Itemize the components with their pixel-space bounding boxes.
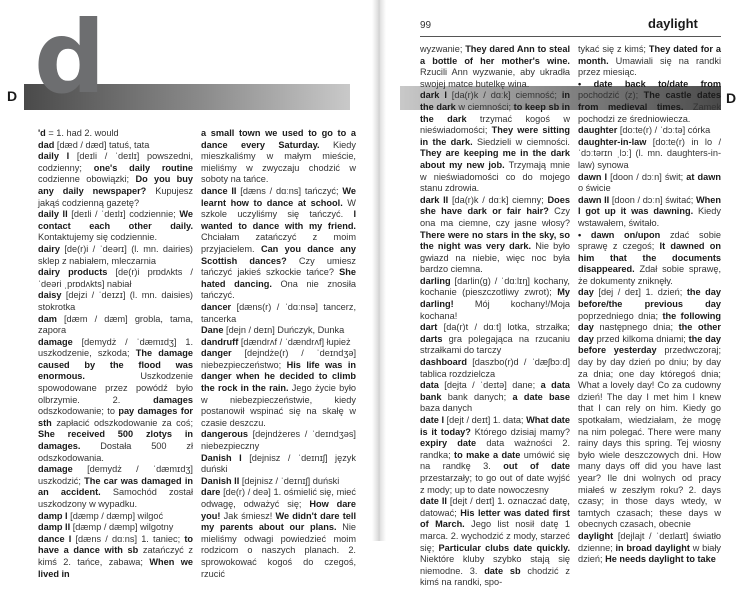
entry-headword: dandruff: [201, 336, 239, 347]
dictionary-entry: [38, 209, 193, 244]
entry-definition: [da(r)k / dɑːk] ciemność;: [446, 90, 562, 101]
entry-example: They dared Ann to steal a bottle of her mother's wine.: [420, 44, 570, 66]
entry-headword: daisy: [38, 290, 62, 301]
entry-translation: Dostała 500 zł odszkodowania.: [38, 441, 193, 463]
entry-headword: dairy products: [38, 267, 108, 278]
entry-headword: dance I: [38, 533, 72, 544]
entry-headword: danger: [201, 348, 232, 359]
entry-example: expiry date: [420, 438, 477, 449]
entry-translation: Zamek pochodzi ze średniowiecza.: [578, 101, 721, 124]
entry-translation: w ciemności;: [455, 101, 514, 112]
entry-example: darts: [420, 333, 443, 344]
entry-headword: damp I: [38, 510, 68, 521]
entry-definition: [dæns / dɑːns] tańczyć;: [236, 185, 343, 196]
entry-example: a small town we used to go to a dance every Saturday.: [201, 128, 356, 150]
entry-example: Can you dance any Scottish dances?: [201, 243, 356, 266]
entry-translation: odszkodowanie; to: [38, 406, 119, 417]
dictionary-entry: [578, 44, 721, 79]
entry-example: The damage caused by the flood was enormous.: [38, 348, 193, 382]
entry-definition: [de(r)i / ˈdeərɪ] (l. mn. dairies) sklep z nabiałem, mleczarnia: [38, 243, 193, 266]
entry-headword: daughter-in-law: [578, 136, 647, 147]
entry-translation: Uszkodzenie spowodowane przez powódź było olbrzymie. 2.: [38, 371, 193, 405]
entry-headword: damp II: [38, 522, 71, 533]
entry-definition: [dej / deɪ] 1. dzień;: [593, 287, 687, 298]
entry-definition: [demydż / ˈdæmɪdʒ] 1. uszkodzenie, szkoda;: [38, 336, 193, 359]
entry-definition: [581, 230, 591, 240]
entry-headword: Danish I: [201, 452, 242, 463]
entry-example: When I got up it was dawning.: [578, 194, 721, 217]
dictionary-entry: [578, 125, 721, 137]
dictionary-entry: [201, 429, 356, 452]
entry-headword: damage: [38, 464, 73, 475]
entry-definition: [dejta / ˈdeɪtə] dane;: [438, 380, 541, 391]
entry-translation: Rzucili Ann wyzwanie, aby ukradła swojej matce butelkę wina.: [420, 67, 570, 89]
entry-headword: date I: [420, 415, 445, 425]
dictionary-entry: [201, 476, 356, 488]
entry-example: My darling!: [420, 287, 570, 310]
entry-translation: Umawiali się na randki przez miesiąc.: [578, 55, 721, 78]
dictionary-entry: [201, 302, 356, 325]
entry-headword: dawn II: [578, 194, 610, 205]
entry-headword: day: [578, 287, 594, 298]
column-2: [201, 128, 357, 579]
dictionary-entry: [38, 267, 193, 290]
entry-translation: zdać sobie sprawę z czegoś;: [578, 229, 721, 252]
entry-headword: dairy: [38, 243, 60, 254]
entry-example: in the dark: [420, 90, 570, 112]
entry-translation: Jego list nosił datę 1 marca. 2. wychodzić z mody, starzeć się;: [420, 519, 570, 553]
book-gutter: [372, 0, 386, 541]
entry-translation: Trzymają mnie w nieświadomości co do mojego stanu zdrowia.: [420, 159, 570, 194]
entry-example: What date is it today?: [420, 415, 570, 437]
entry-definition: [demydż / ˈdæmɪdʒ] uszkodzić;: [38, 464, 193, 486]
entry-headword: dart: [420, 322, 438, 333]
dictionary-entry: [420, 276, 570, 322]
entry-headword: darling: [420, 275, 451, 286]
entry-example: How dare you!: [201, 499, 356, 521]
entry-example: to have a dance with sb: [38, 533, 193, 556]
dictionary-entry: [420, 195, 570, 276]
entry-translation: zatańczyć z kimś 2. tańce, zabawa;: [38, 545, 193, 567]
entry-definition: [dæns(r) / ˈdɑːnsə] tancerz, tancerka: [201, 301, 356, 324]
entry-definition: = 1. had 2. would: [45, 128, 119, 138]
entry-example: a date base: [512, 391, 570, 402]
entry-definition: wyzwanie;: [420, 44, 466, 54]
entry-headword: damage: [38, 336, 73, 347]
entry-headword: •: [578, 78, 582, 89]
entry-translation: Kontaktujemy się codziennie.: [38, 232, 157, 243]
entry-translation: bank danych;: [441, 391, 513, 402]
entry-translation: Kiedy mieszkaliśmy w małym mieście, mieliśmy w zwyczaju chodzić w soboty na tańce.: [201, 139, 356, 185]
entry-definition: [dæmp / dæmp] wilgoć: [67, 510, 164, 521]
entry-translation: przed kilkoma dniami;: [593, 333, 689, 344]
dictionary-entry: [38, 464, 193, 510]
entry-example: The castle dates from medieval times.: [578, 90, 721, 112]
dictionary-entry: [38, 337, 193, 465]
entry-translation: następnego dnia;: [593, 322, 679, 333]
entry-headword: data: [420, 380, 439, 391]
entry-translation: chodzić z kimś na randki, spo-: [420, 565, 570, 588]
dictionary-entry: [38, 511, 193, 523]
entry-translation: przestarzały; to go out of date wyjść z mody; up to date nowoczesny: [420, 472, 570, 495]
entry-headword: dare: [201, 487, 221, 498]
entry-headword: Danish II: [201, 475, 240, 486]
entry-example: We learnt how to dance at school.: [201, 185, 357, 208]
entry-example: They dated for a month.: [578, 44, 721, 66]
entry-definition: [581, 79, 593, 89]
entry-example: When we lived in: [38, 556, 193, 579]
entry-example: His letter was dated first of March.: [420, 507, 570, 530]
dictionary-entry: [38, 534, 193, 580]
dictionary-entry: [420, 496, 570, 589]
entry-definition: [dæd / dæd] tatuś, tata: [54, 139, 150, 150]
entry-example: It dawned on him that the documents disappeared.: [578, 241, 721, 275]
entry-headword: dangerous: [201, 429, 248, 440]
entry-translation: data ważności 2. randka;: [420, 438, 570, 460]
entry-example: I wanted to dance with my friend.: [201, 209, 356, 231]
dictionary-entry: [38, 140, 193, 152]
entry-example: to keep sb in the dark: [420, 101, 570, 124]
entry-definition: [do:te(r) / ˈdɔːtə] córka: [617, 125, 711, 136]
entry-example: the following day: [578, 310, 721, 333]
dictionary-entry: [578, 172, 721, 195]
entry-example: a data bank: [420, 380, 570, 402]
dictionary-entry: [201, 487, 356, 580]
entry-headword: daylight: [578, 530, 614, 541]
dictionary-entry: [38, 151, 193, 209]
dictionary-entry: [420, 415, 570, 496]
entry-translation: gra polegająca na rzucaniu strzałkami do tarczy: [420, 333, 570, 356]
entry-translation: Chciałam zatańczyć z moim przyjacielem.: [201, 232, 356, 254]
entry-definition: [dejzi / ˈdeɪzɪ] (l. mn. daisies) stokrotka: [38, 290, 193, 312]
entry-example: date back to/date from: [593, 78, 721, 89]
dictionary-entry: [38, 314, 193, 337]
dictionary-entry: [578, 287, 721, 530]
entry-headword: dawn I: [578, 171, 608, 182]
entry-definition: [dejt / deɪt] 1. data;: [444, 415, 527, 425]
entry-headword: daughter: [578, 125, 618, 136]
entry-definition: [dæmp / dæmp] wilgotny: [70, 522, 174, 533]
entry-headword: dam: [38, 313, 57, 324]
entry-definition: [dæns / dɑːns] 1. taniec;: [71, 533, 185, 544]
entry-translation: Jego życie było w niebezpieczeństwie, kiedy postanowił wspinać się na skałę w czasie deszczu.: [201, 383, 357, 428]
entry-definition: [dejnisz / ˈdeɪnɪʃ] język duński: [201, 452, 356, 475]
entry-definition: [doon / dɔːn] świt;: [607, 171, 687, 182]
entry-headword: dark I: [420, 90, 447, 101]
dictionary-entry: [201, 128, 356, 186]
thumb-index-letter-right: D: [726, 90, 737, 106]
entry-example: Particular clubs date quickly.: [438, 542, 570, 553]
entry-example: the day before/the previous day: [578, 287, 722, 310]
thumb-index-letter-left: D: [7, 88, 18, 104]
entry-example: The car was damaged in an accident.: [38, 475, 193, 498]
entry-definition: [dejn / deɪn] Duńczyk, Dunka: [223, 325, 345, 336]
entry-definition: [de(r)i prɒdʌkts / ˈdeəri ˌprɒdʌkts] nabiał: [38, 267, 193, 289]
entry-definition: [dæm / dæm] grobla, tama, zapora: [38, 313, 193, 336]
entry-translation: Nie było gwiazd na niebie, więc noc była bardzo ciemna.: [420, 241, 571, 275]
entry-example: She hated dancing.: [201, 267, 356, 289]
entry-headword: dad: [38, 139, 55, 150]
entry-definition: [dejndże(r) / ˈdeɪndʒə] niebezpieczeństwo;: [201, 348, 356, 370]
entry-example: He needs daylight to take: [605, 554, 716, 565]
dictionary-entry: [201, 186, 356, 302]
entry-definition: [daszbo(r)d / ˈdæʃbɔːd] tablica rozdzielcza: [420, 357, 570, 379]
dictionary-entry: [201, 337, 356, 349]
entry-example: the day before yesterday: [578, 333, 721, 356]
entry-translation: Zdał sobie sprawę, że dokumenty zniknęły.: [578, 264, 721, 286]
dictionary-entry: [201, 348, 356, 429]
entry-definition: [da(r)k / dɑːk] ciemny;: [448, 194, 548, 205]
entry-definition: [dejt / deɪt] 1. oznaczać datę, datować;: [420, 496, 570, 518]
entry-example: at dawn: [686, 171, 721, 182]
entry-headword: date II: [420, 496, 447, 507]
entry-headword: 'd: [38, 128, 46, 138]
dictionary-entry: [38, 128, 193, 140]
section-letter: d: [34, 0, 103, 116]
header-rule: [420, 36, 721, 37]
entry-translation: Nie mieliśmy odwagi powiedzieć moim rodzicom o naszych planach. 2. sprowokować kogoś do czegoś, rzucić: [201, 522, 356, 579]
entry-translation: Kiedy wstawałem, świtało.: [578, 206, 721, 228]
entry-translation: Kupujesz jakąś codzienną gazetę?: [38, 185, 193, 208]
dictionary-entry: [38, 244, 193, 267]
dictionary-entry: [420, 380, 570, 415]
entry-example: She received 500 zlotys in damages.: [38, 429, 193, 452]
entry-translation: Czy ona ma ciemne, czy jasne włosy?: [420, 206, 571, 228]
entry-translation: pochodzić (z);: [578, 90, 644, 101]
dictionary-entry: [578, 230, 721, 288]
section-letter-box: [30, 0, 110, 124]
entry-translation: Siedzieli w ciemności.: [472, 136, 570, 147]
entry-example: Do you buy any daily newspaper?: [38, 174, 193, 196]
entry-example: They were sitting in the dark.: [420, 125, 570, 147]
dictionary-entry: [420, 357, 570, 380]
column-4: [578, 44, 722, 565]
dictionary-entry: [578, 137, 721, 172]
entry-example: in broad daylight: [615, 542, 690, 553]
entry-definition: [doon / dɔːn] świtać;: [609, 194, 696, 205]
entry-headword: •: [578, 229, 582, 240]
dictionary-entry: [578, 79, 721, 125]
entry-definition: tykać się z kimś;: [578, 44, 649, 54]
entry-example: We contact each other daily.: [38, 209, 193, 231]
entry-example: They are keeping me in the dark about my new job.: [420, 148, 570, 170]
entry-definition: [da(r)t / dɑːt] lotka, strzałka;: [437, 322, 570, 333]
dictionary-entry: [578, 195, 721, 230]
entry-translation: Niektóre kluby szybko stają się niemodne. 3.: [420, 554, 570, 576]
page-number: 99: [420, 20, 432, 31]
column-1: [38, 128, 194, 579]
entry-translation: codzienne obowiązki;: [38, 174, 136, 185]
entry-translation: o świcie: [578, 183, 611, 194]
entry-translation: Czy umiesz tańczyć jakieś szkockie tańce?: [201, 255, 356, 278]
entry-headword: dance II: [201, 185, 237, 196]
entry-definition: [do:te(r) in lo / ˈdɔːtərɪn ˌlɔː] (l. mn. daughters-in-law) synowa: [578, 136, 721, 170]
entry-translation: W szkole uczyliśmy się tańczyć.: [201, 197, 356, 220]
entry-definition: [dejnisz / ˈdeɪnɪʃ] duński: [239, 475, 340, 486]
entry-example: to make a date: [454, 449, 521, 460]
entry-translation: Którego dzisiaj mamy?: [470, 426, 570, 437]
entry-translation: trzymać kogoś w nieświadomości;: [420, 113, 570, 136]
entry-headword: dashboard: [420, 357, 467, 368]
entry-translation: Mój kochany!/Moja kochana!: [420, 299, 570, 321]
dictionary-entry: [578, 531, 721, 566]
entry-headword: dancer: [201, 301, 232, 312]
entry-definition: [deɪli / ˈdeɪlɪ] codziennie;: [67, 209, 180, 220]
entry-example: date sb: [484, 565, 521, 576]
entry-definition: [darlin(g) / ˈdɑːlɪŋ] kochany, kochanie (pieszczotliwy zwrot);: [420, 275, 570, 298]
entry-example: His life was in danger when he decided to climb the rock in the rain.: [201, 359, 356, 394]
running-head: daylight: [648, 16, 698, 31]
entry-example: pay damages for sth: [38, 406, 194, 428]
entry-definition: [de(r) / deə] 1. ośmielić się, mieć odwagę, odważyć się;: [201, 487, 356, 509]
entry-headword: daily II: [38, 209, 68, 220]
dictionary-entry: [420, 322, 570, 357]
entry-translation: Ona nie znosiła tańczyć.: [201, 278, 356, 301]
entry-translation: Jak śmiesz!: [220, 510, 276, 521]
entry-example: the other day: [578, 322, 721, 344]
dictionary-entry: [38, 290, 193, 313]
entry-translation: zapłacić odszkodowanie za coś;: [51, 417, 193, 428]
dictionary-entry: [420, 90, 570, 194]
entry-definition: [dændrʌf / ˈdændrʌf] łupież: [238, 336, 351, 347]
entry-example: Does she have dark or fair hair?: [420, 194, 570, 217]
dictionary-entry: [201, 453, 356, 476]
entry-translation: poprzedniego dnia;: [578, 310, 663, 321]
dictionary-entry: [38, 522, 193, 534]
entry-example: There were no stars in the sky, so the night was very dark.: [420, 229, 570, 252]
entry-translation: w biały dzień;: [578, 542, 721, 565]
entry-translation: przedwczoraj; day by day dzień po dniu; by day za dnia; one day któregoś dnia; What a lovely day! Co za cudowny dzień! The day I met him I knew that I can rely on him. Kiedy go spotkałam, wiedziałam, że mogę na nim polegać. There were many rainy days this spring. Tej wiosny było wiele deszczowych dni. How many days off did you have last year? Ile dni wolnych od pracy miałeś w zeszłym roku? 2. days czasy; in those days wtedy, w tamtych czasach; these days w obecnych czasach, obecnie: [578, 345, 721, 530]
entry-headword: daily I: [38, 151, 70, 162]
entry-translation: umówić się na randkę 3.: [420, 449, 570, 472]
entry-definition: [dejndżeres / ˈdeɪndʒəs] niebezpieczny: [201, 429, 356, 452]
entry-headword: dark II: [420, 194, 449, 205]
entry-example: damages: [153, 394, 193, 405]
entry-example: We didn't dare tell my parents about our plans.: [201, 510, 356, 533]
column-3: [420, 44, 571, 588]
entry-example: out of date: [503, 461, 570, 472]
entry-definition: [dejlajt / ˈdeɪlaɪt] światło dzienne;: [578, 530, 721, 553]
entry-translation: baza danych: [420, 403, 473, 414]
entry-example: dawn on/upon: [590, 229, 661, 240]
entry-translation: Samochód został uszkodzony w wypadku.: [38, 487, 194, 509]
entry-example: one's daily routine: [93, 162, 193, 173]
dictionary-entry: [201, 325, 356, 337]
entry-headword: Dane: [201, 325, 224, 336]
dictionary-entry: [420, 44, 570, 90]
entry-definition: [deɪli / ˈdeɪlɪ] powszedni, codzienny;: [38, 151, 194, 173]
